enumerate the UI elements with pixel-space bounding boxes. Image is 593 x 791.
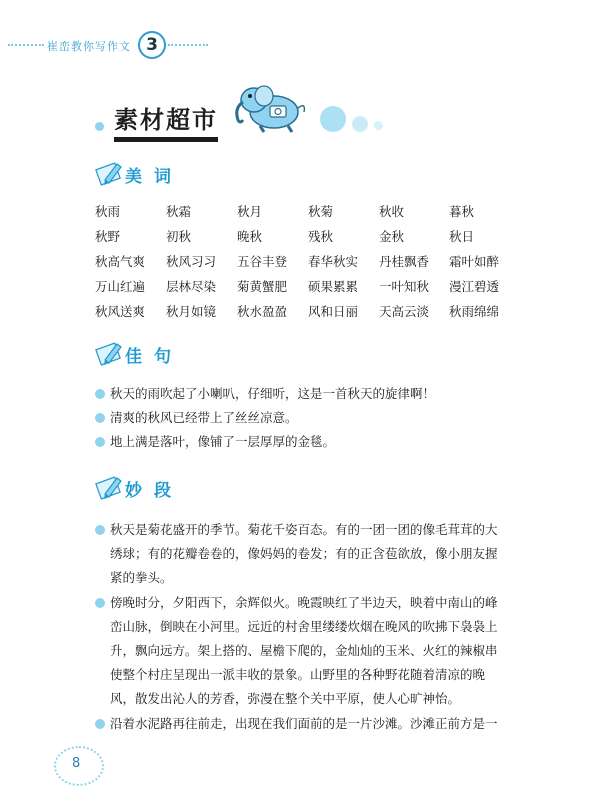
- word-item: 一叶知秋: [379, 279, 430, 294]
- word-item: 霜叶如醉: [449, 254, 500, 269]
- sentence-text: 地上满是落叶，像铺了一层厚厚的金毯。: [110, 434, 336, 449]
- word-item: 秋霜: [166, 204, 192, 219]
- section-title: 佳句: [125, 347, 183, 367]
- sentence-list: [95, 384, 435, 456]
- word-item: 秋雨绵绵: [449, 304, 500, 319]
- paragraph-line: 秋天是菊花盛开的季节。菊花千姿百态。有的一团一团的像毛茸茸的大: [110, 522, 498, 537]
- word-item: 残秋: [308, 229, 334, 244]
- header-dots-right: [168, 44, 208, 46]
- paragraph-line: 傍晚时分，夕阳西下，余辉似火。晚霞映红了半边天，映着中南山的峰: [110, 594, 498, 610]
- word-item: 秋风习习: [166, 254, 217, 269]
- word-item: 晚秋: [237, 229, 263, 244]
- word-item: 金秋: [379, 229, 405, 244]
- page-footer: [50, 746, 110, 782]
- section-title: 妙段: [125, 481, 183, 501]
- paragraph-line: 风，散发出沁人的芳香，弥漫在整个关中平原，使人心旷神怡。: [110, 691, 461, 707]
- paragraph-line: 绣球；有的花瓣卷卷的，像妈妈的卷发；有的正含苞欲放，像小朋友握: [110, 546, 498, 562]
- sentence-text: 清爽的秋风已经带上了丝丝凉意。: [110, 410, 298, 425]
- section-banner: [90, 92, 390, 152]
- word-item: 风和日丽: [308, 304, 359, 319]
- pencil-note-icon: [95, 338, 125, 368]
- banner-dot: [95, 122, 104, 131]
- paragraph-line: 峦山脉，倒映在小河里。远近的村舍里缕缕炊烟在晚风的吹拂下袅袅上: [110, 618, 498, 634]
- bullet-dot: [95, 525, 105, 535]
- word-item: 丹桂飘香: [379, 254, 430, 269]
- word-item: 秋风送爽: [95, 304, 146, 319]
- word-item: 秋日: [449, 229, 475, 244]
- bullet-dot: [95, 719, 105, 729]
- word-item: 五谷丰登: [237, 254, 288, 269]
- word-item: 暮秋: [449, 204, 475, 219]
- bubble-decoration: [352, 116, 368, 132]
- page-number: 8: [72, 756, 81, 771]
- word-item: 秋水盈盈: [237, 304, 288, 319]
- book-title: 崔峦教你写作文: [47, 40, 131, 53]
- word-item: 万山红遍: [95, 279, 146, 294]
- sentence-text: 秋天的雨吹起了小喇叭，仔细听，这是一首秋天的旋律啊！: [110, 386, 436, 401]
- bubble-decoration: [320, 106, 346, 132]
- list-item: [95, 384, 435, 408]
- word-item: 初秋: [166, 229, 192, 244]
- banner-title: 素材超市: [114, 100, 218, 142]
- paragraph-line: 紧的拳头。: [110, 570, 173, 586]
- paragraph-line: 沿着水泥路再往前走，出现在我们面前的是一片沙滩。沙滩正前方是一: [110, 715, 498, 731]
- bullet-dot: [95, 389, 105, 399]
- word-item: 秋月: [237, 204, 263, 219]
- word-item: 漫江碧透: [449, 279, 500, 294]
- running-header: [0, 14, 593, 54]
- word-item: 天高云淡: [379, 304, 430, 319]
- word-item: 秋菊: [308, 204, 334, 219]
- paragraph-line: 使整个村庄呈现出一派丰收的景象。山野里的各种野花随着清凉的晚: [110, 667, 486, 683]
- word-item: 秋高气爽: [95, 254, 146, 269]
- word-item: 秋野: [95, 229, 121, 244]
- paragraph-item: [95, 712, 507, 736]
- list-item: [95, 408, 435, 432]
- word-item: 硕果累累: [308, 279, 359, 294]
- word-item: 菊黄蟹肥: [237, 279, 288, 294]
- pencil-note-icon: [95, 472, 125, 502]
- pencil-note-icon: [95, 158, 125, 188]
- section-title: 美词: [125, 167, 183, 187]
- bubble-decoration: [374, 121, 383, 130]
- elephant-icon: [230, 82, 310, 134]
- paragraph-item: [95, 518, 507, 591]
- book-number-badge: 3: [138, 31, 166, 59]
- paragraph-item: [95, 591, 507, 712]
- bullet-dot: [95, 437, 105, 447]
- bullet-dot: [95, 413, 105, 423]
- paragraph-list: [95, 518, 507, 736]
- list-item: [95, 432, 435, 456]
- word-item: 层林尽染: [166, 279, 217, 294]
- paragraph-line: 升，飘向远方。架上搭的、屋檐下爬的，金灿灿的玉米、火红的辣椒串: [110, 643, 498, 659]
- bullet-dot: [95, 598, 105, 608]
- word-item: 春华秋实: [308, 254, 359, 269]
- word-item: 秋雨: [95, 204, 121, 219]
- word-item: 秋收: [379, 204, 405, 219]
- word-item: 秋月如镜: [166, 304, 217, 319]
- header-dots-left: [8, 44, 44, 46]
